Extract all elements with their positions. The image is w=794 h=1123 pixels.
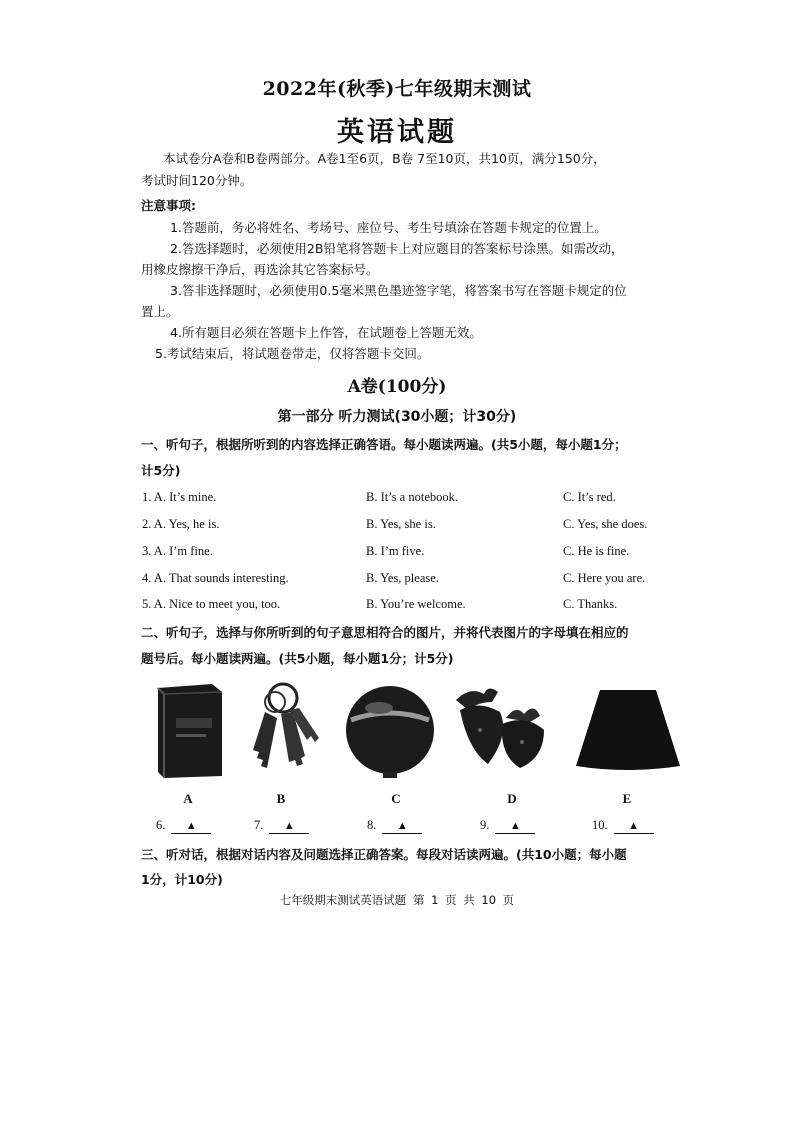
blank-number: 8. bbox=[367, 818, 377, 832]
blank-mark: ▲ bbox=[396, 820, 408, 832]
notice-heading: 注意事项: bbox=[141, 198, 196, 213]
notice-item: 1.答题前，务必将姓名、考场号、座位号、考生号填涂在答题卡规定的位置上。 bbox=[170, 220, 607, 235]
option-a: 1. A. It’s mine. bbox=[142, 490, 217, 504]
answer-blank bbox=[367, 818, 422, 834]
notice-item: 3.答非选择题时，必须使用0.5毫米黑色墨迹签字笔，将答案书写在答题卡规定的位 bbox=[170, 283, 627, 298]
answer-blank bbox=[480, 818, 535, 834]
exam-subject-title: 英语试题 bbox=[337, 117, 457, 148]
notice-item: 2.答选择题时，必须使用2B铅笔将答题卡上对应题目的答案标号涂黑。如需改动， bbox=[170, 241, 624, 256]
blank-mark: ▲ bbox=[283, 820, 295, 832]
option-b: B. You’re welcome. bbox=[366, 597, 466, 611]
option-c: C. Here you are. bbox=[563, 571, 646, 585]
option-b: B. It’s a notebook. bbox=[366, 490, 459, 504]
option-b: B. I’m five. bbox=[366, 544, 425, 558]
question-row bbox=[142, 544, 702, 564]
strawberries-icon bbox=[450, 680, 550, 780]
question-row bbox=[142, 517, 702, 537]
blank-mark: ▲ bbox=[509, 820, 521, 832]
keys-icon bbox=[245, 680, 320, 780]
option-c: C. Thanks. bbox=[563, 597, 618, 611]
option-c: C. It’s red. bbox=[563, 490, 616, 504]
book-icon bbox=[150, 680, 230, 780]
option-a: 5. A. Nice to meet you, too. bbox=[142, 597, 281, 611]
option-c: C. Yes, she does. bbox=[563, 517, 648, 531]
option-a: 2. A. Yes, he is. bbox=[142, 517, 220, 531]
exam-title: 2022年(秋季)七年级期末测试 bbox=[262, 78, 532, 100]
skirt-icon bbox=[572, 680, 684, 780]
blank-number: 7. bbox=[254, 818, 264, 832]
option-a: 4. A. That sounds interesting. bbox=[142, 571, 289, 585]
notice-item: 置上。 bbox=[141, 304, 179, 319]
answer-blank bbox=[592, 818, 654, 834]
picture-letter: B bbox=[276, 791, 286, 806]
option-a: 3. A. I’m fine. bbox=[142, 544, 213, 558]
paper-a-title: A卷(100分) bbox=[347, 377, 447, 397]
answer-blank bbox=[254, 818, 309, 834]
answer-blank bbox=[156, 818, 211, 834]
blank-number: 9. bbox=[480, 818, 490, 832]
intro-line-1: 本试卷分A卷和B卷两部分。A卷1至6页，B卷 7至10页，共10页，满分150分， bbox=[163, 151, 606, 166]
question-row bbox=[142, 490, 702, 510]
section2-instruction: 题号后。每小题读两遍。(共5小题，每小题1分；计5分) bbox=[141, 651, 454, 666]
picture-letter: D bbox=[507, 791, 517, 806]
option-b: B. Yes, please. bbox=[366, 571, 439, 585]
notice-item: 5.考试结束后，将试题卷带走，仅将答题卡交回。 bbox=[155, 346, 430, 361]
picture-letter: E bbox=[622, 791, 632, 806]
notice-item: 用橡皮擦擦干净后，再选涂其它答案标号。 bbox=[141, 262, 379, 277]
question-row bbox=[142, 597, 702, 617]
blank-number: 6. bbox=[156, 818, 166, 832]
section1-instruction: 计5分) bbox=[141, 463, 181, 478]
picture-letter: A bbox=[183, 791, 193, 806]
part1-title: 第一部分 听力测试(30小题；计30分) bbox=[277, 409, 517, 425]
blank-number: 10. bbox=[592, 818, 608, 832]
question-row bbox=[142, 571, 702, 591]
option-b: B. Yes, she is. bbox=[366, 517, 436, 531]
picture-letter: C bbox=[391, 791, 401, 806]
page-footer: 七年级期末测试英语试题 第 1 页 共 10 页 bbox=[279, 893, 515, 907]
blank-mark: ▲ bbox=[628, 820, 640, 832]
section3-instruction: 三、听对话，根据对话内容及问题选择正确答案。每段对话读两遍。(共10小题；每小题 bbox=[141, 847, 627, 862]
blank-mark: ▲ bbox=[185, 820, 197, 832]
intro-line-2: 考试时间120分钟。 bbox=[141, 173, 253, 188]
option-c: C. He is fine. bbox=[563, 544, 630, 558]
ball-icon bbox=[345, 680, 435, 780]
section1-instruction: 一、听句子，根据所听到的内容选择正确答语。每小题读两遍。(共5小题，每小题1分； bbox=[141, 437, 627, 452]
section2-instruction: 二、听句子，选择与你所听到的句子意思相符合的图片，并将代表图片的字母填在相应的 bbox=[141, 625, 629, 640]
section3-instruction: 1分，计10分) bbox=[141, 872, 223, 887]
notice-item: 4.所有题目必须在答题卡上作答，在试题卷上答题无效。 bbox=[170, 325, 482, 340]
